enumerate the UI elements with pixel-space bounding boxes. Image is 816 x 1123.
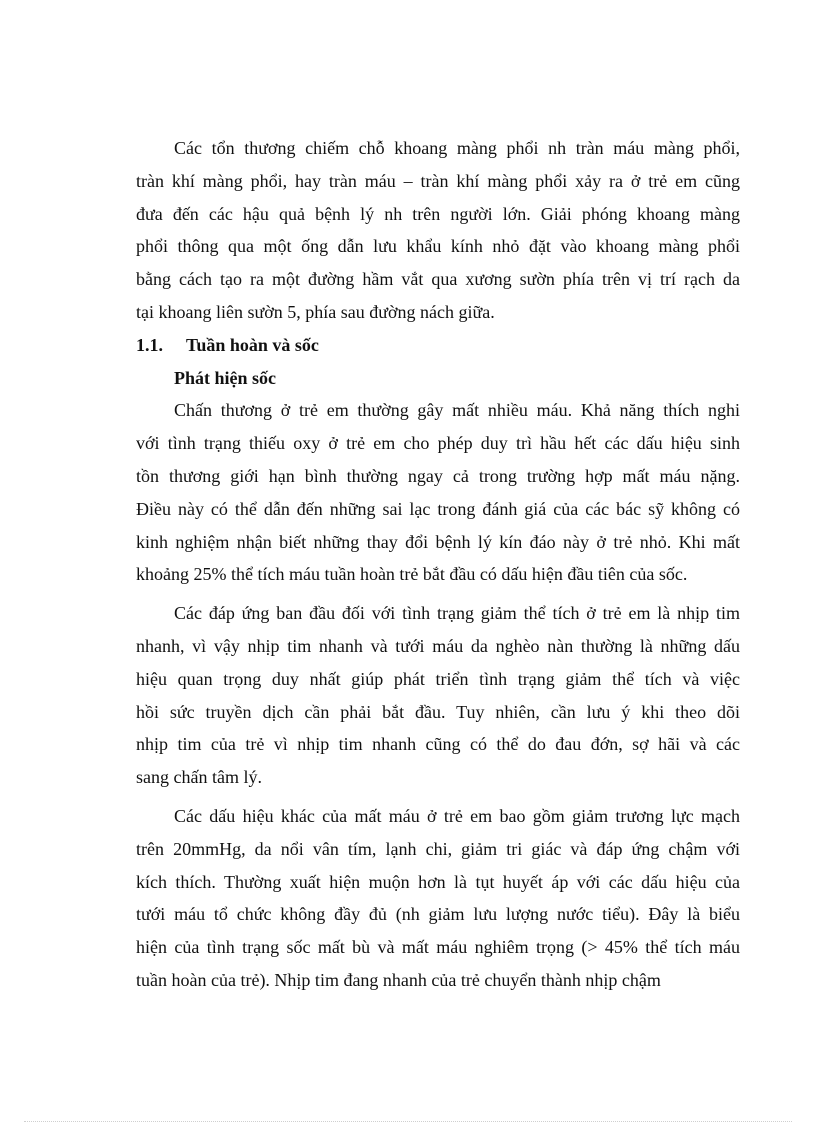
section-heading — [136, 329, 740, 362]
text-line: tuần hoàn của trẻ). Nhịp tim đang nhanh của trẻ chuyển thành nhịp chậm — [136, 969, 661, 990]
document-body — [136, 132, 740, 997]
paragraph-blood-loss — [136, 394, 740, 591]
text-line: Chấn thương ở trẻ em thường gây mất nhiều máu. Khả năng thích nghi — [174, 400, 740, 421]
paragraph-other-signs — [136, 800, 740, 997]
text-line: tại khoang liên sườn 5, phía sau đường nách giữa. — [136, 301, 495, 322]
text-line: khoảng 25% thể tích máu tuần hoàn trẻ bắt đầu có dấu hiện đầu tiên của sốc. — [136, 564, 688, 585]
text-line: với tình trạng thiếu oxy ở trẻ em cho phép duy trì hầu hết các dấu hiệu sinh — [136, 433, 740, 454]
text-line: trên 20mmHg, da nổi vân tím, lạnh chi, giảm tri giác và đáp ứng chậm với — [136, 838, 740, 859]
text-line: hiệu quan trọng duy nhất giúp phát triển tình trạng giảm thể tích và việc — [136, 668, 740, 689]
paragraph-pleural-injuries — [136, 132, 740, 329]
text-line: tưới máu tổ chức không đầy đủ (nh giảm lưu lượng nước tiểu). Đây là biểu — [136, 904, 740, 925]
text-line: bằng cách tạo ra một đường hầm vắt qua xương sườn phía trên vị trí rạch da — [136, 269, 740, 290]
section-title: Tuần hoàn và sốc — [186, 334, 319, 355]
text-line: sang chấn tâm lý. — [136, 767, 262, 788]
text-line: tồn thương giới hạn bình thường ngay cả trong trường hợp mất máu nặng. — [136, 465, 740, 486]
text-line: Các tổn thương chiếm chỗ khoang màng phổi nh tràn máu màng phổi, — [174, 138, 740, 158]
text-line: kích thích. Thường xuất hiện muộn hơn là tụt huyết áp với các dấu hiệu của — [136, 871, 740, 892]
text-line: Các đáp ứng ban đầu đối với tình trạng giảm thể tích ở trẻ em là nhịp tim — [174, 603, 740, 624]
text-line: phổi thông qua một ống dẫn lưu khẩu kính nhỏ đặt vào khoang màng phổi — [136, 236, 740, 257]
text-line: tràn khí màng phổi, hay tràn máu – tràn khí màng phổi xảy ra ở trẻ em cũng — [136, 170, 740, 191]
text-line: đưa đến các hậu quả bệnh lý nh trên người lớn. Giải phóng khoang màng — [136, 203, 740, 224]
text-line: hiện của tình trạng sốc mất bù và mất máu nghiêm trọng (> 45% thể tích máu — [136, 937, 740, 958]
text-line: nhịp tim của trẻ vì nhịp tim nhanh cũng có thể do đau đớn, sợ hãi và các — [136, 734, 740, 755]
text-line: nhanh, vì vậy nhịp tim nhanh và tưới máu da nghèo nàn thường là những dấu — [136, 635, 740, 656]
text-line: Điều này có thể dẫn đến những sai lạc trong đánh giá của các bác sỹ không có — [136, 498, 740, 519]
subsection-heading: Phát hiện sốc — [174, 367, 277, 388]
page-divider — [24, 1121, 792, 1122]
paragraph-initial-response — [136, 597, 740, 794]
text-line: Các dấu hiệu khác của mất máu ở trẻ em bao gồm giảm trương lực mạch — [174, 805, 740, 826]
text-line: kinh nghiệm nhận biết những thay đổi bệnh lý kín đáo này ở trẻ nhỏ. Khi mất — [136, 531, 740, 552]
section-number: 1.1. — [136, 334, 163, 355]
text-line: hồi sức truyền dịch cần phải bắt đầu. Tuy nhiên, cần lưu ý khi theo dõi — [136, 701, 740, 722]
